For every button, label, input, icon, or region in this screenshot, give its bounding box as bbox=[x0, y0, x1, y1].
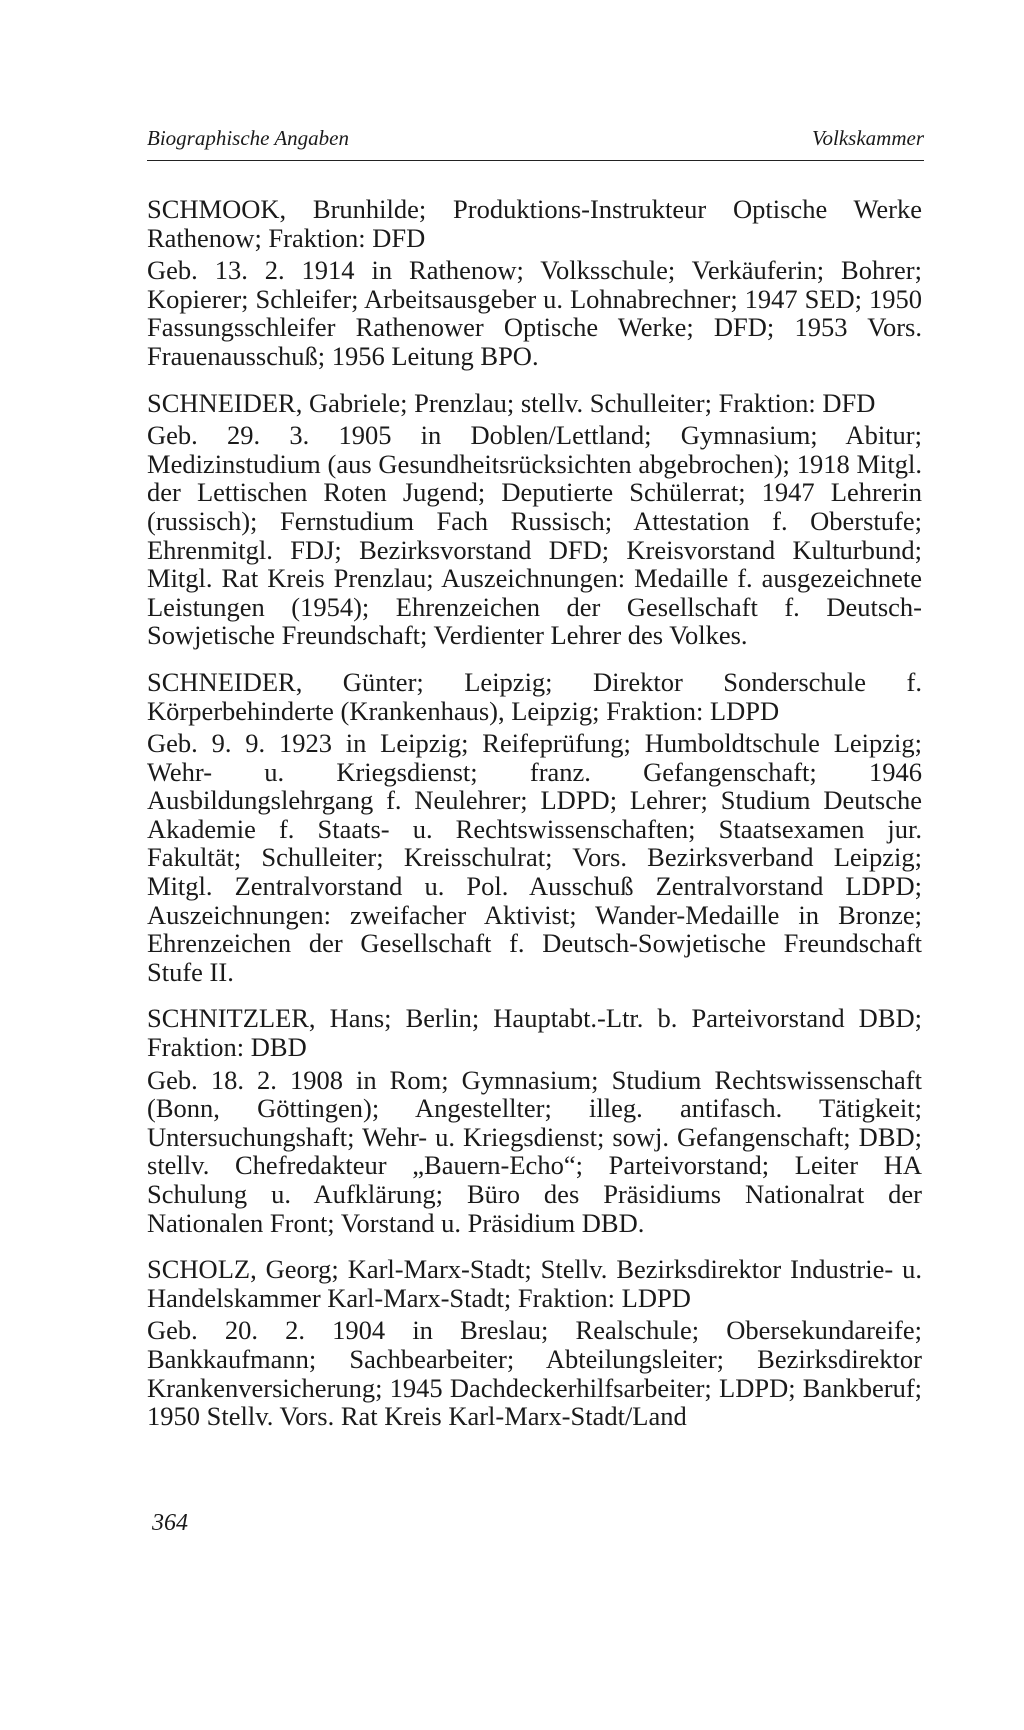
entry-body: Geb. 20. 2. 1904 in Breslau; Realschule; Obersekundareife; Bankkaufmann; Sachbearbeiter; Abteilungsleiter; Bezirksdirektor Krankenversicherung; 1945 Dachdeckerhilfsarbeiter; LDPD; Bankberuf; 1950 Stellv. Vors. Rat Kreis Karl-Marx-Stadt/Land bbox=[147, 1315, 922, 1432]
biography-entry bbox=[147, 668, 922, 987]
biography-list bbox=[147, 195, 922, 1449]
biography-entry bbox=[147, 1255, 922, 1431]
running-header bbox=[147, 118, 924, 161]
entry-heading: SCHOLZ, Georg; Karl-Marx-Stadt; Stellv. Bezirksdirektor Industrie- u. Handelskammer Karl-Marx-Stadt; Fraktion: LDPD bbox=[147, 1254, 922, 1313]
entry-body: Geb. 18. 2. 1908 in Rom; Gymnasium; Studium Rechtswissenschaft (Bonn, Göttingen); Angestellter; illeg. antifasch. Tätigkeit; Untersuchungshaft; Wehr- u. Kriegsdienst; sowj. Gefangenschaft; DBD; stellv. Chefredakteur „Bauern-Echo“; Parteivorstand; Leiter HA Schulung u. Aufklärung; Büro des Präsidiums Nationalrat der Nationalen Front; Vorstand u. Präsidium DBD. bbox=[147, 1064, 922, 1238]
entry-heading: SCHMOOK, Brunhilde; Produktions-Instrukteur Optische Werke Rathenow; Fraktion: DFD bbox=[147, 194, 922, 253]
entry-heading: SCHNEIDER, Günter; Leipzig; Direktor Sonderschule f. Körperbehinderte (Krankenhaus), Leipzig; Fraktion: LDPD bbox=[147, 666, 922, 726]
biography-entry bbox=[147, 195, 922, 371]
biography-entry bbox=[147, 1004, 922, 1237]
entry-heading: SCHNITZLER, Hans; Berlin; Hauptabt.-Ltr. b. Parteivorstand DBD; Fraktion: DBD bbox=[147, 1003, 922, 1063]
header-section-title: Biographische Angaben bbox=[147, 126, 350, 150]
entry-body: Geb. 29. 3. 1905 in Doblen/Lettland; Gymnasium; Abitur; Medizinstudium (aus Gesundheitsrücksichten abgebrochen); 1918 Mitgl. der Lettischen Roten Jugend; Deputierte Schülerrat; 1947 Lehrerin (russisch); Fernstudium Fach Russisch; Attestation f. Oberstufe; Ehrenmitgl. FDJ; Bezirksvorstand DFD; Kreisvorstand Kulturbund; Mitgl. Rat Kreis Prenzlau; Auszeichnungen: Medaille f. ausgezeichnete Leistungen (1954); Ehrenzeichen der Gesellschaft f. Deutsch-Sowjetische Freundschaft; Verdienter Lehrer des Volkes. bbox=[147, 420, 922, 651]
page-number: 364 bbox=[152, 1510, 188, 1536]
entry-body: Geb. 13. 2. 1914 in Rathenow; Volksschule; Verkäuferin; Bohrer; Kopierer; Schleifer; Arbeitsausgeber u. Lohnabrechner; 1947 SED; 1950 Fassungsschleifer Rathenower Optische Werke; DFD; 1953 Vors. Frauenausschuß; 1956 Leitung BPO. bbox=[147, 255, 922, 371]
header-chapter-title: Volkskammer bbox=[812, 126, 924, 150]
entry-body: Geb. 9. 9. 1923 in Leipzig; Reifeprüfung; Humboldtschule Leipzig; Wehr- u. Kriegsdienst; franz. Gefangenschaft; 1946 Ausbildungslehrgang f. Neulehrer; LDPD; Lehrer; Studium Deutsche Akademie f. Staats- u. Rechtswissenschaften; Staatsexamen jur. Fakultät; Schulleiter; Kreisschulrat; Vors. Bezirksverband Leipzig; Mitgl. Zentralvorstand u. Pol. Ausschuß Zentralvorstand LDPD; Auszeichnungen: zweifacher Aktivist; Wander-Medaille in Bronze; Ehrenzeichen der Gesellschaft f. Deutsch-Sowjetische Freundschaft Stufe II. bbox=[147, 728, 922, 987]
entry-heading: SCHNEIDER, Gabriele; Prenzlau; stellv. Schulleiter; Fraktion: DFD bbox=[147, 387, 876, 418]
biography-entry bbox=[147, 389, 922, 650]
